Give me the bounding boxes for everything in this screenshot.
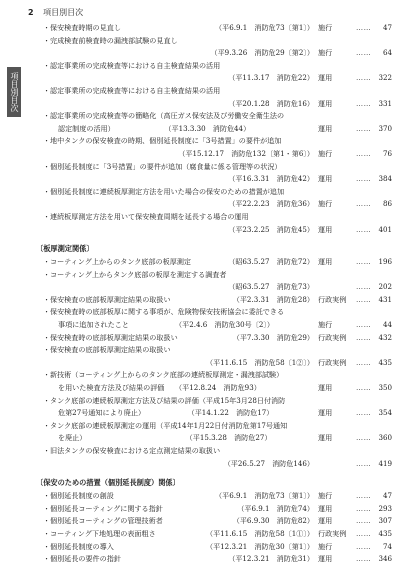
leader-dots: …… [356, 294, 372, 304]
entry-title: ・ 個別延長制度に「3号措置」の要件が追加（腐食量に係る管理等の状況） [50, 161, 388, 174]
entry-continued-text: 事項に追加されたこと （平2.4.6 消防危30号〔2〕） [58, 320, 275, 330]
entry-continued-text: を用いた検査方法及び結果の評価 （平12.8.24 消防危93） [58, 383, 261, 393]
leader-dots: …… [356, 357, 372, 367]
entry-source: （平6.9.30 消防危82） [232, 516, 314, 526]
toc-list [36, 22, 392, 566]
entry-title: ・ 個別延長コーティングの管理技術者 [50, 515, 268, 528]
toc-entry[interactable] [44, 161, 392, 174]
entry-source: （平6.9.1 消防危73〔第1〕） [215, 491, 314, 501]
entry-page: 419 [378, 458, 392, 468]
leader-dots: …… [356, 174, 372, 184]
toc-entry[interactable] [44, 541, 392, 554]
entry-page: 401 [378, 224, 392, 234]
entry-page: 44 [382, 320, 392, 330]
entry-category: 運用 [318, 383, 333, 393]
entry-page: 431 [378, 294, 392, 304]
entry-source: （平12.3.21 消防危30〔第1〕） [205, 541, 314, 551]
entry-category: 行政実例 [318, 528, 347, 538]
entry-category: 運用 [318, 257, 333, 267]
entry-continued-text: （平11.6.15 消防危58〔1②〕） [205, 357, 314, 367]
leader-dots: …… [356, 320, 372, 330]
toc-entry[interactable] [44, 490, 392, 503]
leader-dots: …… [356, 491, 372, 501]
entry-page: 293 [378, 503, 392, 513]
toc-entry[interactable] [44, 22, 392, 35]
toc-entry[interactable] [44, 294, 392, 307]
entry-page: 74 [382, 541, 392, 551]
toc-entry-continued [44, 458, 392, 471]
entry-category: 運用 [318, 408, 333, 418]
leader-dots: …… [356, 123, 372, 133]
toc-entry-continued [44, 148, 392, 161]
toc-entry-continued [44, 198, 392, 211]
entry-source: （平6.9.1 消防危73〔第1〕） [215, 23, 314, 32]
toc-entry-continued [44, 432, 392, 445]
leader-dots: …… [356, 516, 372, 526]
entry-page: 64 [382, 48, 392, 58]
entry-continued-text: （昭63.5.27 消防危73） [228, 282, 314, 292]
entry-category: 運用 [318, 123, 333, 133]
leader-dots: …… [356, 224, 372, 234]
entry-title: ・ 認定事業所の完成検査等における自主検査結果の活用 [50, 85, 388, 98]
entry-page: 202 [378, 282, 392, 292]
entry-page: 370 [378, 123, 392, 133]
entry-category: 運用 [318, 554, 333, 564]
entry-continued-text: （平23.2.25 消防危45） [228, 224, 314, 234]
leader-dots: …… [356, 332, 372, 342]
entry-continued-text: 認定制度の活用） （平13.3.30 消防危44） [58, 123, 251, 133]
entry-category: 運用 [318, 174, 333, 184]
entry-continued-text: （平20.1.28 消防危16） [228, 98, 314, 108]
entry-source: （平6.9.1 消防危74） [237, 503, 314, 513]
entry-category: 運用 [318, 224, 333, 234]
entry-title: ・ 保安検査の底部板厚測定結果の取扱い [50, 344, 388, 357]
entry-page: 76 [382, 148, 392, 158]
entry-category: 運用 [318, 73, 333, 83]
toc-entry[interactable] [44, 445, 392, 458]
entry-title: ・ 個別延長制度の創設 [50, 490, 268, 503]
leader-dots: …… [356, 554, 372, 564]
leader-dots: …… [356, 383, 372, 393]
toc-entry[interactable] [44, 60, 392, 73]
entry-title: ・ 新技術（コーティング上からのタンク底部の連続板厚測定・漏洩部試験） [50, 369, 388, 382]
entry-title: ・ コーティング下地処理の表面粗さ [50, 528, 268, 541]
toc-entry[interactable] [44, 35, 392, 48]
entry-page: 47 [382, 491, 392, 501]
leader-dots: …… [356, 199, 372, 209]
entry-continued-text: （平15.12.17 消防危132〔第1・第6〕） [178, 148, 314, 158]
entry-title: ・ コーティング上からタンク底部の板厚を測定する調査者 [50, 269, 388, 282]
entry-source: （平12.3.21 消防危31） [228, 554, 314, 564]
entry-continued-text: 危第27号通知により廃止） （平14.1.22 消防危17） [58, 408, 274, 418]
entry-page: 360 [378, 433, 392, 443]
toc-entry[interactable] [44, 420, 392, 433]
entry-title: ・ 保安検査時の底部板厚測定結果の取扱い [50, 332, 268, 345]
toc-entry-continued [44, 382, 392, 395]
entry-title: ・ 個別延長コーティングに関する指針 [50, 503, 268, 516]
toc-entry-continued [44, 224, 392, 237]
side-index-tab[interactable]: 項目別目次 [7, 67, 21, 117]
entry-page: 432 [378, 332, 392, 342]
page-number: 2 [28, 8, 34, 17]
entry-title: ・ 認定事業所の完成検査等の簡略化（高圧ガス保安法及び労働安全衛生法の [50, 110, 388, 123]
page-header [28, 7, 83, 18]
entry-page: 354 [378, 408, 392, 418]
entry-category: 行政実例 [318, 357, 347, 367]
entry-title: ・ 完成検査前検査時の漏洩部試験の見直し [50, 35, 388, 48]
toc-entry[interactable] [44, 306, 392, 319]
entry-title: ・ 個別延長の要件の指針 [50, 553, 268, 566]
entry-title: ・ タンク底部の連続板厚測定方法及び結果の評価（平成15年3月28日付消防 [50, 395, 388, 408]
entry-title: ・ 連続板厚測定方法を用いて保安検査周期を延長する場合の運用 [50, 211, 388, 224]
entry-category: 施行 [318, 541, 333, 551]
leader-dots: …… [356, 23, 372, 32]
entry-page: 331 [378, 98, 392, 108]
entry-title: ・ 認定事業所の完成検査等における自主検査結果の活用 [50, 60, 388, 73]
toc-entry[interactable] [44, 135, 392, 148]
toc-entry[interactable] [44, 269, 392, 282]
toc-entry[interactable] [44, 553, 392, 566]
entry-continued-text: （平11.3.17 消防危22） [228, 73, 314, 83]
toc-entry-continued [44, 72, 392, 85]
entry-source: （平11.6.15 消防危58〔1①〕） [205, 528, 314, 538]
section-heading: 〔保安のための措置（個別延長制度）関係〕 [36, 478, 180, 488]
toc-entry[interactable] [44, 369, 392, 382]
entry-page: 86 [382, 199, 392, 209]
entry-title: ・ 保安検査の底部板厚測定結果の取扱い [50, 294, 268, 307]
entry-continued-text: を廃止） （平15.3.28 消防危27） [58, 433, 272, 443]
entry-title: ・ 個別延長制度に連続板厚測定方法を用いた場合の保安のための措置が追加 [50, 186, 388, 199]
leader-dots: …… [356, 433, 372, 443]
entry-continued-text: （平16.3.31 消防危42） [228, 174, 314, 184]
toc-entry[interactable] [44, 503, 392, 516]
entry-category: 行政実例 [318, 332, 347, 342]
toc-entry-continued [44, 357, 392, 370]
toc-entry[interactable] [44, 85, 392, 98]
leader-dots: …… [356, 148, 372, 158]
leader-dots: …… [356, 528, 372, 538]
entry-category: 施行 [318, 320, 333, 330]
entry-title: ・ 旧法タンクの保安検査における定点測定結果の取扱い [50, 445, 388, 458]
leader-dots: …… [356, 408, 372, 418]
toc-entry[interactable] [44, 110, 392, 123]
entry-title: ・ 保安検査時の底部板厚に関する事項が、危険物保安技術協会に委託できる [50, 306, 388, 319]
entry-title: ・ コーティング上からのタンク底部の板厚測定 [50, 256, 268, 269]
toc-entry-continued [44, 47, 392, 60]
entry-continued-text: （平9.3.26 消防危29〔第2〕） [210, 48, 314, 58]
entry-page: 307 [378, 516, 392, 526]
entry-continued-text: （平22.2.23 消防危36） [228, 199, 314, 209]
entry-source: （昭63.5.27 消防危72） [228, 257, 314, 267]
entry-source: （平7.3.30 消防危29） [232, 332, 314, 342]
entry-title: ・ 個別延長制度の導入 [50, 541, 268, 554]
entry-page: 196 [378, 257, 392, 267]
entry-source: （平2.3.31 消防危28） [232, 294, 314, 304]
entry-page: 435 [378, 357, 392, 367]
toc-entry-continued [44, 281, 392, 294]
header-title: 項目別目次 [43, 8, 84, 17]
entry-page: 384 [378, 174, 392, 184]
entry-category: 運用 [318, 98, 333, 108]
leader-dots: …… [356, 48, 372, 58]
entry-title: ・ 保安検査時期の見直し [50, 22, 268, 35]
toc-entry-continued [44, 123, 392, 136]
leader-dots: …… [356, 98, 372, 108]
entry-page: 47 [382, 23, 392, 32]
entry-category: 運用 [318, 516, 333, 526]
entry-title: ・ タンク底部の連続板厚測定の運用（平成14年1月22日付消防危第17号通知 [50, 420, 388, 433]
leader-dots: …… [356, 503, 372, 513]
entry-category: 施行 [318, 199, 333, 209]
entry-page: 350 [378, 383, 392, 393]
section-heading: 〔板厚測定関係〕 [36, 244, 94, 254]
entry-category: 施行 [318, 48, 333, 58]
toc-entry[interactable] [44, 528, 392, 541]
leader-dots: …… [356, 541, 372, 551]
entry-category: 施行 [318, 148, 333, 158]
entry-category: 運用 [318, 503, 333, 513]
toc-entry[interactable] [44, 395, 392, 408]
entry-page: 322 [378, 73, 392, 83]
toc-entry[interactable] [44, 186, 392, 199]
leader-dots: …… [356, 282, 372, 292]
entry-category: 行政実例 [318, 294, 347, 304]
entry-category: 施行 [318, 23, 333, 32]
toc-entry[interactable] [44, 211, 392, 224]
entry-title: ・ 地中タンクの保安検査の時期、個別延長制度に「3号措置」の要件が追加 [50, 135, 388, 148]
toc-entry-continued [44, 173, 392, 186]
toc-entry-continued [44, 319, 392, 332]
entry-category: 運用 [318, 433, 333, 443]
entry-page: 346 [378, 554, 392, 564]
leader-dots: …… [356, 458, 372, 468]
toc-entry-continued [44, 98, 392, 111]
entry-category: 施行 [318, 491, 333, 501]
toc-entry[interactable] [44, 515, 392, 528]
leader-dots: …… [356, 257, 372, 267]
toc-entry[interactable] [44, 256, 392, 269]
leader-dots: …… [356, 73, 372, 83]
toc-entry[interactable] [44, 332, 392, 345]
entry-page: 435 [378, 528, 392, 538]
entry-continued-text: （平26.5.27 消防危146） [223, 458, 314, 468]
toc-entry[interactable] [44, 344, 392, 357]
toc-entry-continued [44, 407, 392, 420]
